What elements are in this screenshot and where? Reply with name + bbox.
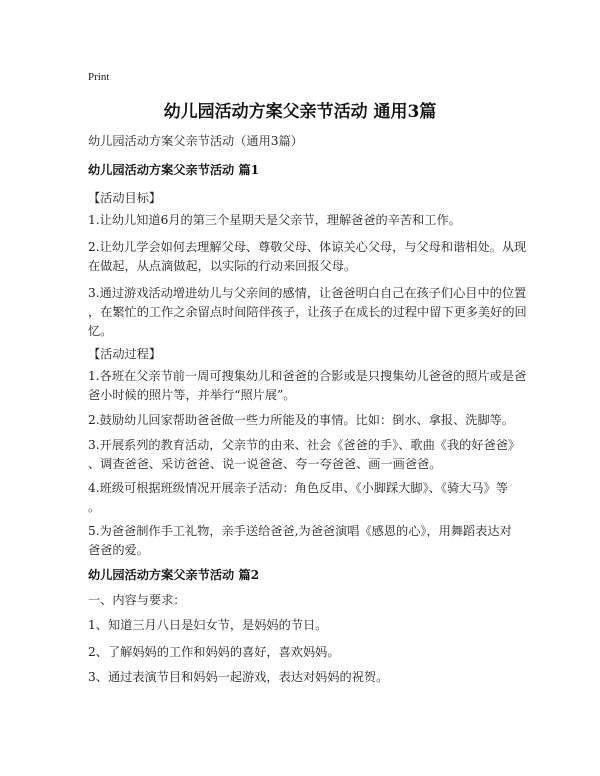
content-item-1: 1、知道三月八日是妇女节，是妈妈的节日。 [88, 618, 328, 632]
goals-label: 【活动目标】 [88, 191, 162, 205]
goal-1: 1.让幼儿知道6月的第三个星期天是父亲节，理解爸爸的辛苦和工作。 [88, 213, 461, 227]
section-heading-part2: 幼儿园活动方案父亲节活动 篇2 [88, 568, 260, 582]
print-link[interactable]: Print [88, 71, 110, 83]
content-label: 一、内容与要求： [88, 593, 186, 607]
process-label: 【活动过程】 [88, 347, 162, 361]
step-3-line-2: 、调查爸爸、采访爸爸、说一说爸爸、夸一夸爸爸、画一画爸爸。 [88, 457, 442, 471]
step-4-line-1: 4.班级可根据班级情况开展亲子活动：角色反串、《小脚踩大脚》、《骑大马》等 [88, 481, 508, 495]
content-item-3: 3、通过表演节目和妈妈一起游戏，表达对妈妈的祝贺。 [88, 670, 389, 684]
goal-3-line-1: 3.通过游戏活动增进幼儿与父亲间的感情，让爸爸明白自己在孩子们心目中的位置 [88, 286, 527, 300]
step-2: 2.鼓励幼儿回家帮助爸爸做一些力所能及的事情。比如：倒水、拿报、洗脚等。 [88, 413, 515, 427]
goal-2-line-2: 在做起，从点滴做起，以实际的行动来回报父母。 [88, 259, 357, 273]
section-heading-part1: 幼儿园活动方案父亲节活动 篇1 [88, 163, 260, 177]
step-1-line-2: 爸小时候的照片等，并举行“照片展”。 [88, 388, 296, 402]
step-1-line-1: 1.各班在父亲节前一周可搜集幼儿和爸爸的合影或是只搜集幼儿爸爸的照片或是爸 [88, 369, 527, 383]
goal-2-line-1: 2.让幼儿学会如何去理解父母、尊敬父母、体谅关心父母，与父母和谐相处。从现 [88, 240, 527, 254]
step-5-line-2: 爸爸的爱。 [88, 543, 149, 557]
step-5-line-1: 5.为爸爸制作手工礼物，亲手送给爸爸,为爸爸演唱《感恩的心》，用舞蹈表达对 [88, 524, 512, 538]
goal-3-line-3: 忆。 [88, 324, 113, 338]
step-3-line-1: 3.开展系列的教育活动，父亲节的由来、社会《爸爸的手》、歌曲《我的好爸爸》 [88, 438, 521, 452]
goal-3-line-2: ，在繁忙的工作之余留点时间陪伴孩子，让孩子在成长的过程中留下更多美好的回 [88, 305, 527, 319]
content-item-2: 2、了解妈妈的工作和妈妈的喜好，喜欢妈妈。 [88, 645, 340, 659]
step-4-line-2: 。 [88, 500, 101, 514]
subtitle: 幼儿园活动方案父亲节活动（通用3篇） [88, 134, 303, 148]
page-title: 幼儿园活动方案父亲节活动 通用3篇 [163, 102, 437, 122]
